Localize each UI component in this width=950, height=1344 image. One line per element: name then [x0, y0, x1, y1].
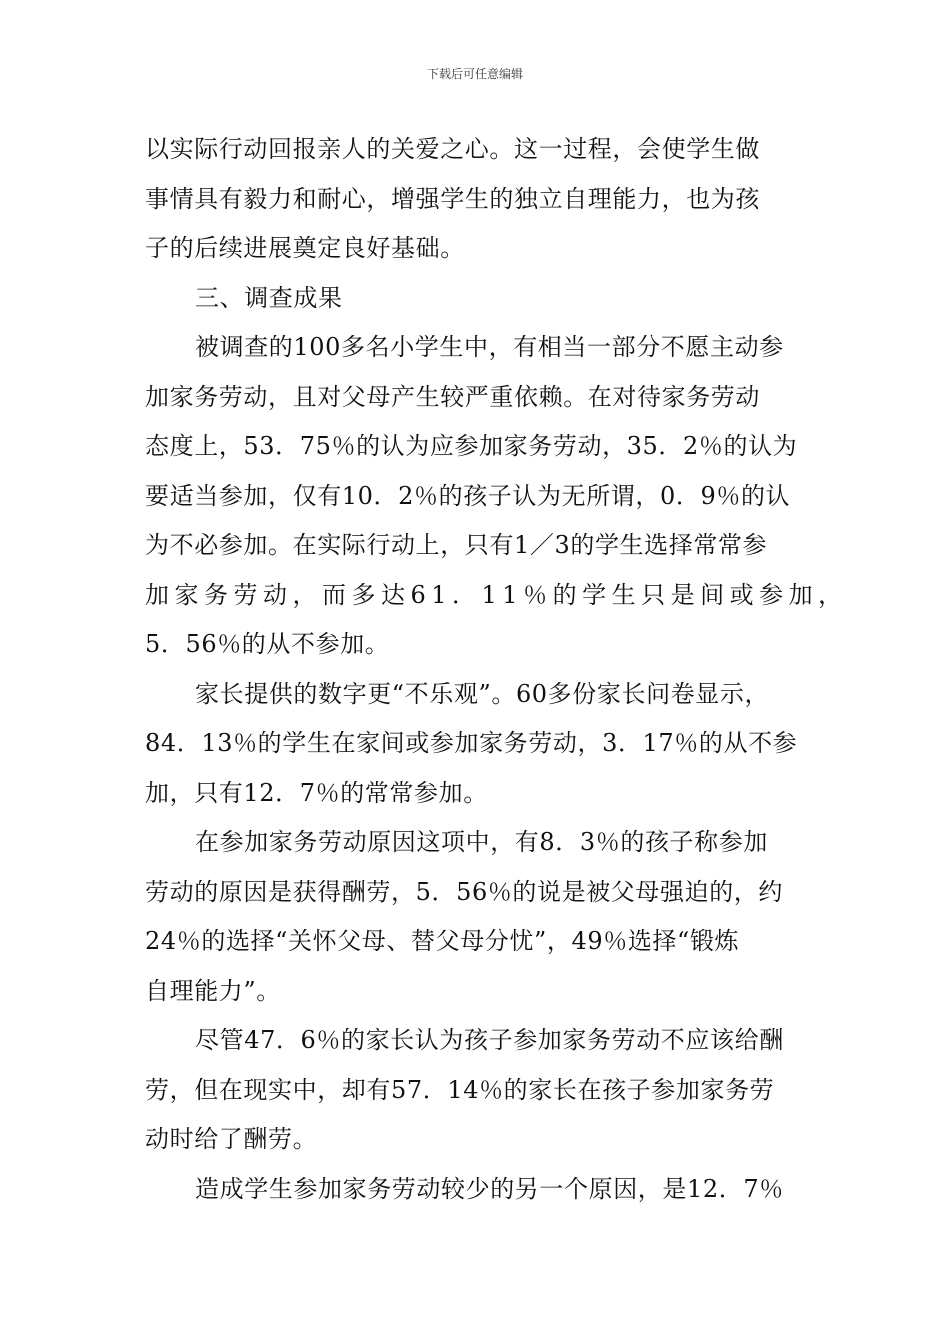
text-line: 子的后续进展奠定良好基础。: [145, 234, 465, 262]
text-line: 尽管47．6％的家长认为孩子参加家务劳动不应该给酬: [195, 1026, 784, 1054]
text-line: 加，只有12．7％的常常参加。: [145, 778, 488, 807]
document-body: [145, 125, 848, 1214]
text-line: 以实际行动回报亲人的关爱之心。这一过程，会使学生做: [145, 135, 760, 163]
text-line: 自理能力”。: [145, 976, 281, 1005]
text-line: 在参加家务劳动原因这项中，有8．3％的孩子称参加: [195, 828, 768, 856]
page-header: 下载后可任意编辑: [426, 67, 523, 81]
text-line: 要适当参加，仅有10．2％的孩子认为无所谓，0．9％的认: [145, 481, 791, 510]
text-line: 加家务劳动，而多达61．11％的学生只是间或参加，: [145, 580, 848, 609]
section-heading: 三、调查成果: [195, 283, 343, 312]
text-line: 劳动的原因是获得酬劳，5．56％的说是被父母强迫的，约: [145, 877, 784, 906]
text-line: 劳，但在现实中，却有57．14％的家长在孩子参加家务劳: [145, 1075, 775, 1104]
text-line: 加家务劳动，且对父母产生较严重依赖。在对待家务劳动: [145, 382, 760, 411]
text-line: 家长提供的数字更“不乐观”。60多份家长问卷显示，: [195, 679, 770, 708]
text-line: 动时给了酬劳。: [145, 1125, 318, 1153]
text-line: 事情具有毅力和耐心，增强学生的独立自理能力，也为孩: [145, 184, 760, 213]
text-line: 态度上，53．75％的认为应参加家务劳动，35．2％的认为: [145, 432, 798, 460]
text-line: 84．13％的学生在家间或参加家务劳动，3．17％的从不参: [145, 729, 798, 757]
text-line: 24％的选择“关怀父母、替父母分忧”，49％选择“锻炼: [145, 927, 740, 955]
text-line: 被调查的100多名小学生中，有相当一部分不愿主动参: [195, 333, 784, 361]
text-line: 为不必参加。在实际行动上，只有1／3的学生选择常常参: [145, 531, 768, 559]
text-line: 造成学生参加家务劳动较少的另一个原因，是12．7％: [195, 1174, 784, 1203]
text-line: 5．56％的从不参加。: [145, 630, 390, 658]
